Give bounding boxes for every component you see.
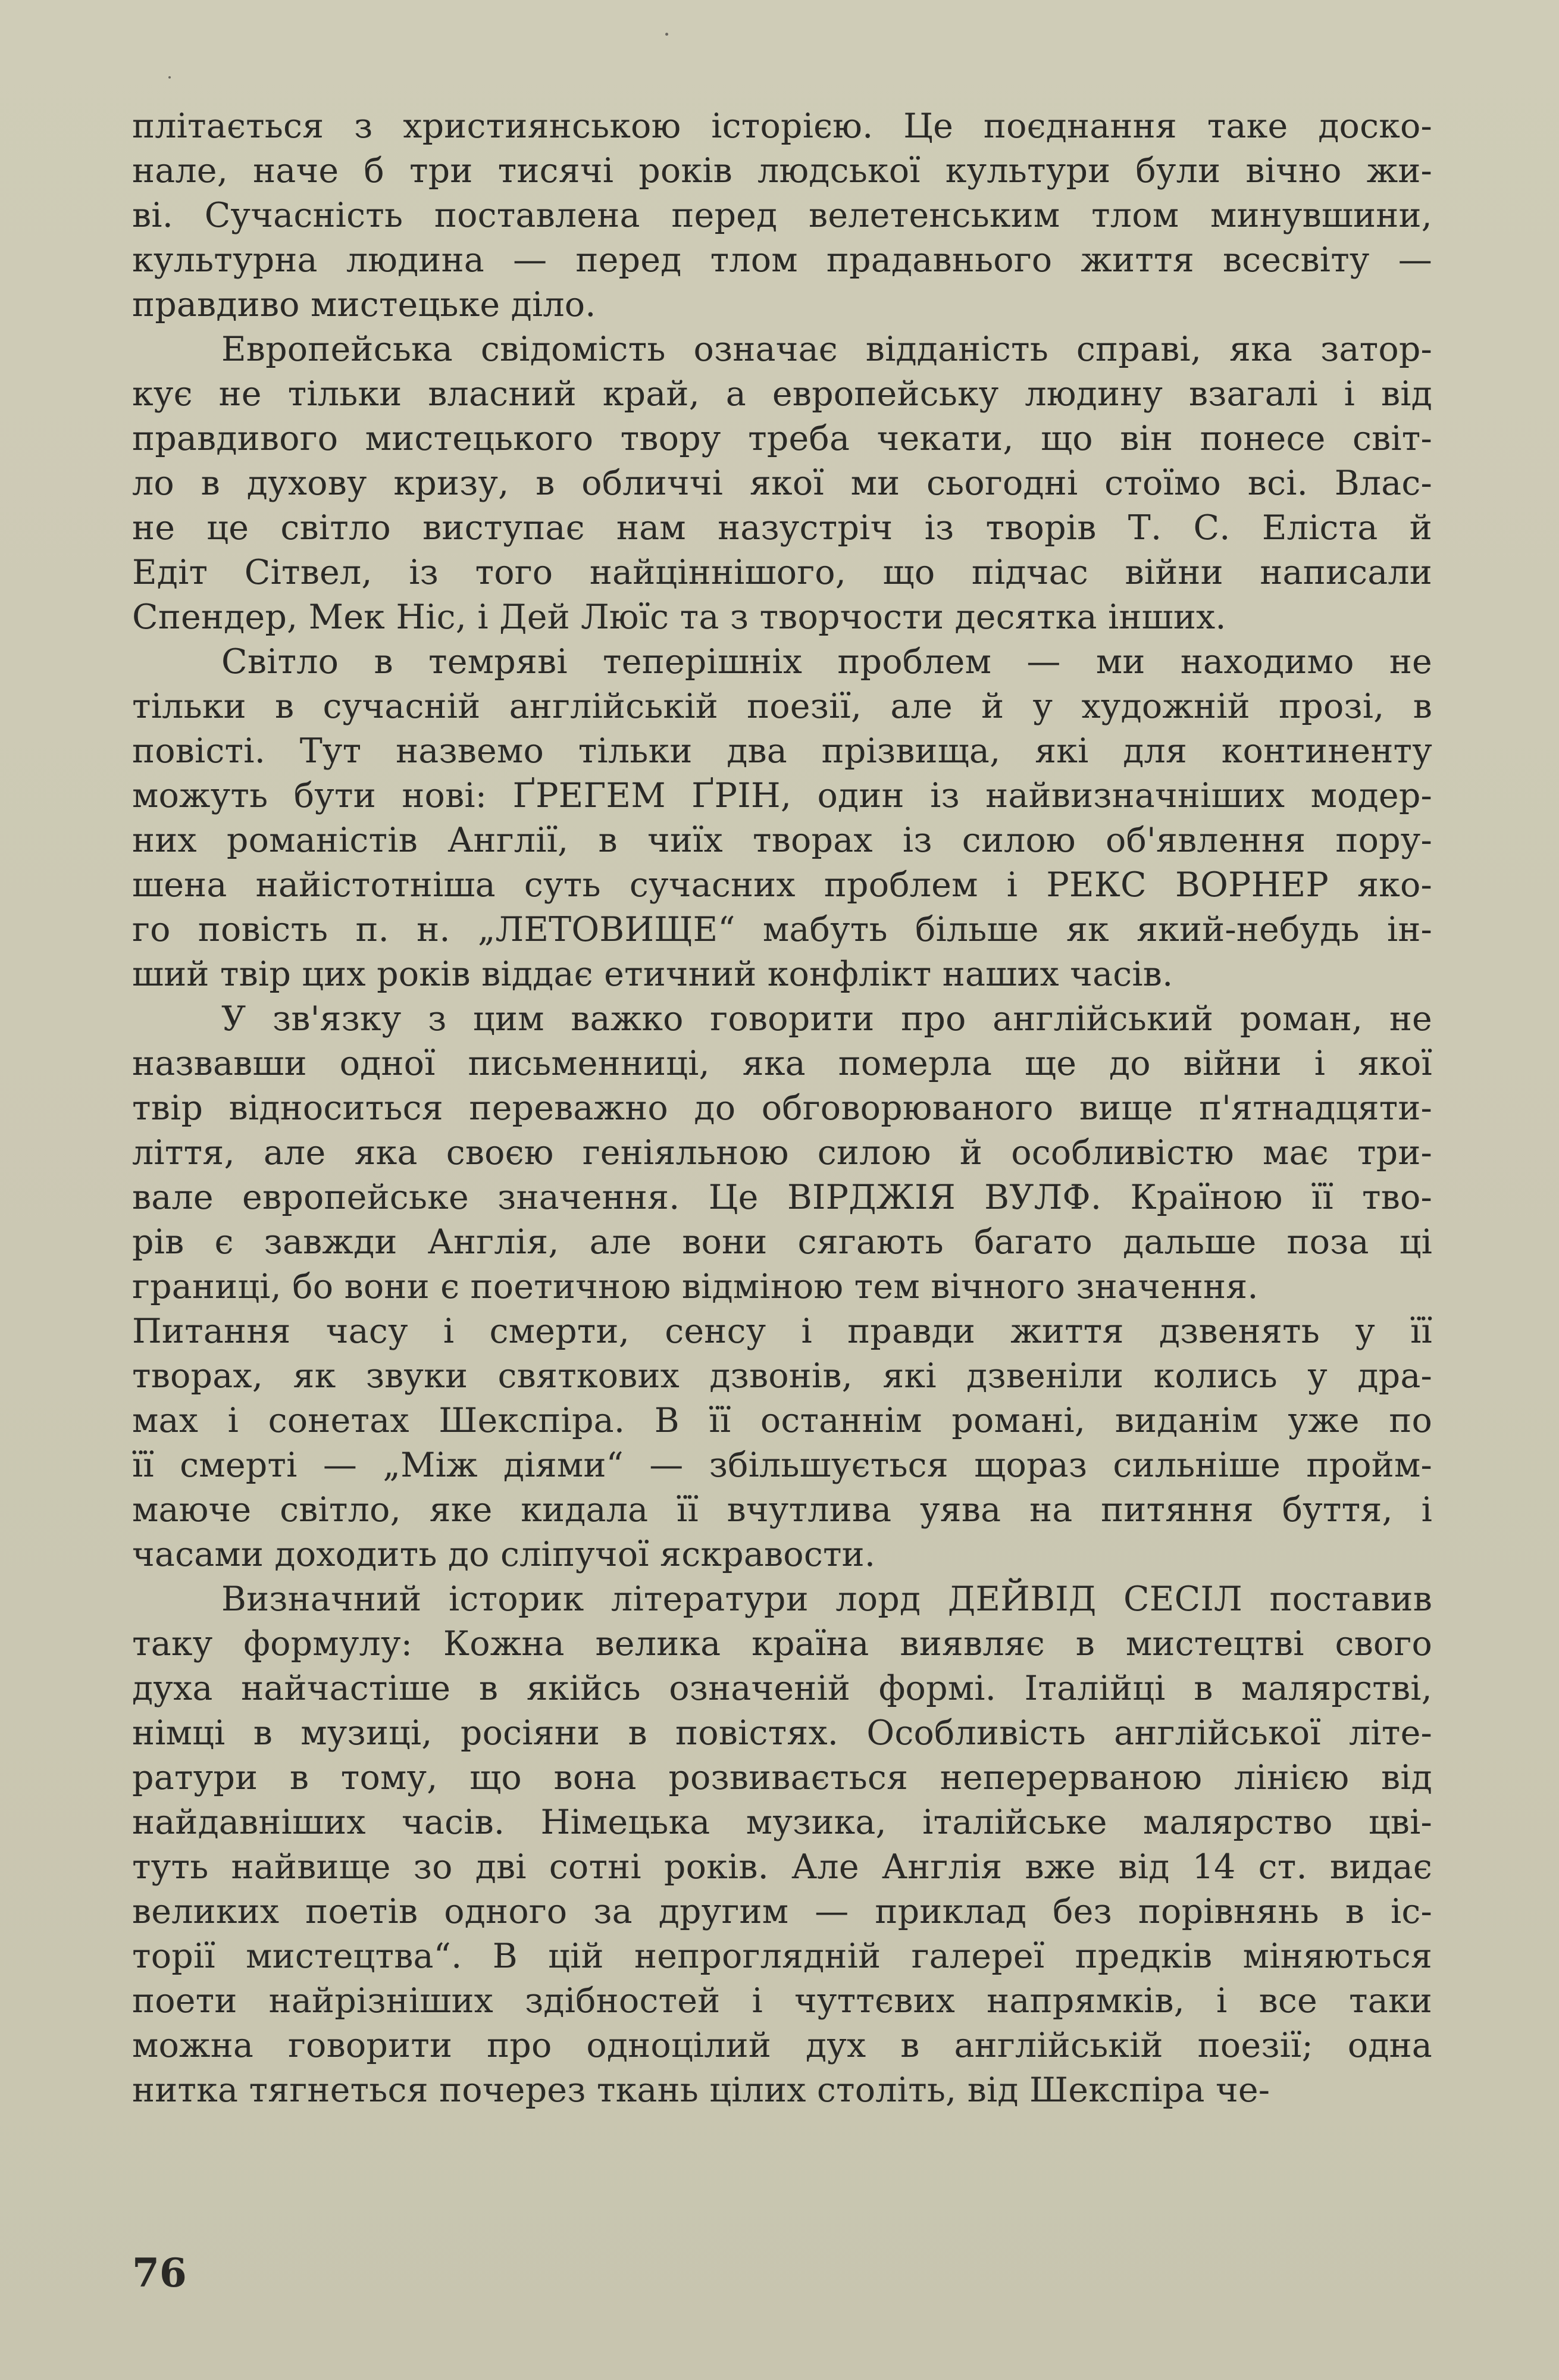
text-line: туть найвище зо дві сотні років. Але Англія вже від 14 ст. видає bbox=[132, 1847, 1432, 1887]
text-line: У зв'язку з цим важко говорити про англійський роман, не bbox=[221, 999, 1432, 1039]
text-line: твір відноситься переважно до обговорюваного вище п'ятнадцяти- bbox=[132, 1089, 1432, 1128]
text-line: можна говорити про одноцілий дух в англійській поезії; одна bbox=[132, 2026, 1432, 2065]
paragraph bbox=[132, 1577, 1432, 2113]
text-line: Визначний історик літератури лорд ДЕЙВІД СЕСІЛ поставив bbox=[221, 1580, 1432, 1619]
text-line: тільки в сучасній англійській поезії, але й у художній прозі, в bbox=[132, 687, 1432, 726]
text-line: часами доходить до сліпучої яскравости. bbox=[132, 1535, 876, 1574]
paragraph bbox=[132, 104, 1432, 327]
text-line: німці в музиці, росіяни в повістях. Особливість англійської літе- bbox=[132, 1713, 1432, 1753]
paragraph bbox=[132, 640, 1432, 997]
text-line: її смерті — „Між діями“ — збільшується щораз сильніше пройм- bbox=[132, 1446, 1432, 1485]
text-line: маюче світло, яке кидала її вчутлива уява на питяння буття, і bbox=[132, 1490, 1432, 1530]
text-line: ліття, але яка своєю геніяльною силою й особливістю має три- bbox=[132, 1133, 1432, 1172]
text-line: нале, наче б три тисячі років людської культури були вічно жи- bbox=[132, 151, 1432, 190]
text-line: них романістів Англії, в чиїх творах із силою об'явлення пору- bbox=[132, 821, 1432, 860]
text-line: правдиво мистецьке діло. bbox=[132, 285, 596, 324]
text-line: ло в духову кризу, в обличчі якої ми сьогодні стоїмо всі. Влас- bbox=[132, 464, 1432, 503]
text-line: шена найістотніша суть сучасних проблем і РЕКС ВОРНЕР яко- bbox=[132, 865, 1432, 905]
text-line: повісті. Тут назвемо тільки два прізвища, які для континенту bbox=[132, 731, 1432, 771]
text-line: таку формулу: Кожна велика країна виявляє в мистецтві свого bbox=[132, 1624, 1432, 1663]
text-line: ший твір цих років віддає етичний конфлікт наших часів. bbox=[132, 955, 1173, 994]
text-line: творах, як звуки святкових дзвонів, які дзвеніли колись у дра- bbox=[132, 1356, 1432, 1396]
text-line: кує не тільки власний край, а европейську людину взагалі і від bbox=[132, 374, 1432, 414]
paragraph bbox=[132, 1309, 1432, 1577]
text-line: вале европейське значення. Це ВІРДЖІЯ ВУЛФ. Країною її тво- bbox=[132, 1178, 1432, 1217]
text-line: великих поетів одного за другим — приклад без порівнянь в іс- bbox=[132, 1892, 1432, 1931]
text-line: ратури в тому, що вона розвивається неперерваною лінією від bbox=[132, 1758, 1432, 1797]
text-line: Світло в темряві теперішніх проблем — ми находимо не bbox=[221, 642, 1432, 681]
text-line: Едіт Сітвел, із того найціннішого, що підчас війни написали bbox=[132, 553, 1432, 592]
text-line: назвавши одної письменниці, яка померла ще до війни і якої bbox=[132, 1044, 1432, 1083]
text-line: найдавніших часів. Німецька музика, італійське малярство цві- bbox=[132, 1803, 1432, 1842]
text-line: не це світло виступає нам назустріч із творів Т. С. Еліста й bbox=[132, 508, 1432, 548]
text-line: Спендер, Мек Ніс, і Дей Люїс та з творчости десятка інших. bbox=[132, 598, 1226, 637]
text-line: правдивого мистецького твору треба чекати, що він понесе світ- bbox=[132, 419, 1432, 458]
print-speck bbox=[168, 76, 171, 79]
text-line: можуть бути нові: ҐРЕГЕМ ҐРІН, один із найвизначніших модер- bbox=[132, 776, 1432, 815]
text-line: Питання часу і смерти, сенсу і правди життя дзвенять у її bbox=[132, 1312, 1432, 1351]
text-line: ві. Сучасність поставлена перед велетенським тлом минувшини, bbox=[132, 196, 1432, 235]
text-line: рів є завжди Англія, але вони сягають багато дальше поза ці bbox=[132, 1222, 1432, 1262]
text-line: плітається з християнською історією. Це поєднання таке доско- bbox=[132, 107, 1432, 146]
paragraph bbox=[132, 327, 1432, 640]
text-line: нитка тягнеться почерез ткань цілих століть, від Шекспіра че- bbox=[132, 2071, 1270, 2110]
paragraph bbox=[132, 997, 1432, 1309]
page-number: 76 bbox=[132, 2250, 187, 2296]
text-line: духа найчастіше в якійсь означеній формі. Італійці в малярстві, bbox=[132, 1669, 1432, 1708]
text-line: Европейська свідомість означає відданість справі, яка затор- bbox=[221, 330, 1432, 369]
text-line: торії мистецтва“. В цій непроглядній галереї предків міняються bbox=[132, 1937, 1432, 1976]
text-line: культурна людина — перед тлом прадавнього життя всесвіту — bbox=[132, 240, 1432, 280]
body-text bbox=[132, 104, 1432, 2113]
text-line: го повість п. н. „ЛЕТОВИЩЕ“ мабуть більше як який-небудь ін- bbox=[132, 910, 1432, 949]
text-line: границі, бо вони є поетичною відміною тем вічного значення. bbox=[132, 1267, 1259, 1306]
text-line: поети найрізніших здібностей і чуттєвих напрямків, і все таки bbox=[132, 1981, 1432, 2021]
print-speck bbox=[665, 33, 668, 36]
text-line: мах і сонетах Шекспіра. В її останнім романі, виданім уже по bbox=[132, 1401, 1432, 1440]
